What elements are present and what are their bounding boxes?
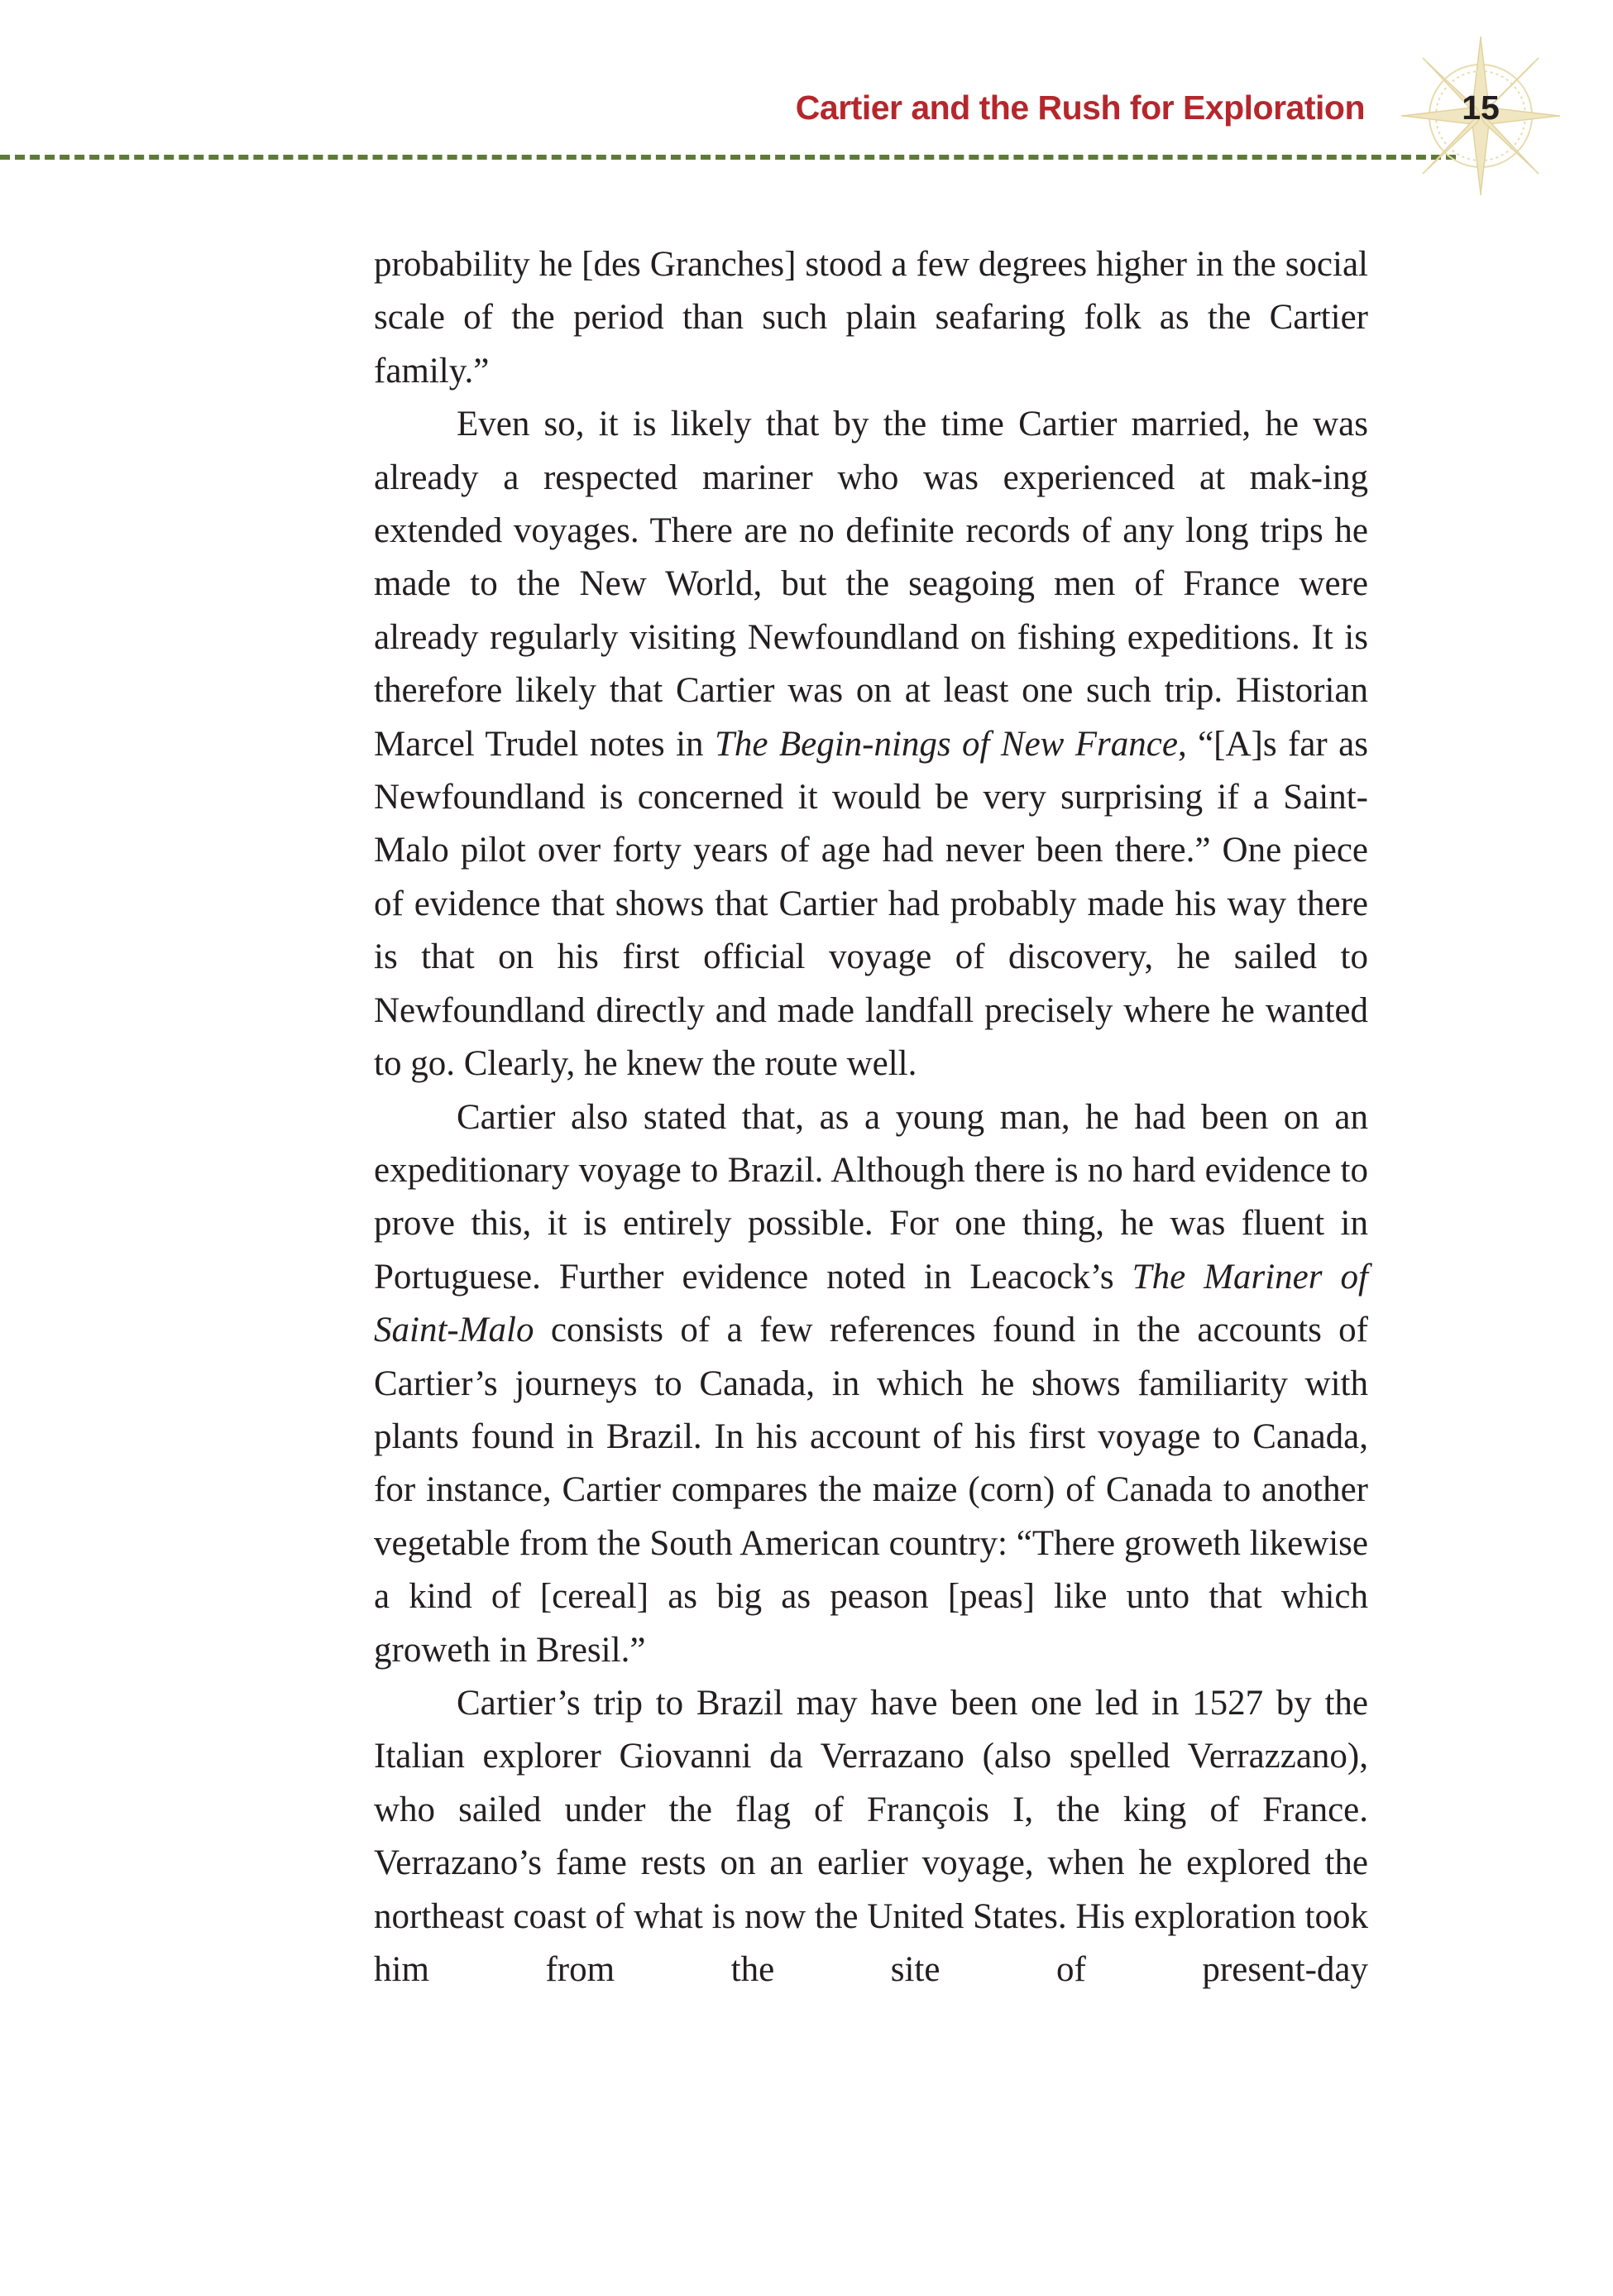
body-text — [374, 238, 1368, 1996]
paragraph-3: Cartier also stated that, as a young man, he had been on an expeditionary voyage to Brazil. Although there is no hard evidence to prove this, it is entirely possible. For one thing, he was fluent in Portuguese. Further evidence noted in Leacock’s The Mariner of Saint-Malo consists of a few references found in the accounts of Cartier’s journeys to Canada, in which he shows familiarity with plants found in Brazil. In his account of his first voyage to Canada, for instance, Cartier compares the maize (corn) of Canada to another vegetable from the South American country: “There groweth likewise a kind of [cereal] as big as peason [peas] like unto that which groweth in Bresil.” — [374, 1097, 1368, 1670]
running-title: Cartier and the Rush for Exploration — [795, 89, 1365, 127]
page-number: 15 — [1462, 89, 1500, 127]
paragraph-1: probability he [des Granches] stood a few degrees higher in the social scale of the period than such plain seafaring folk as the Cartier family.” — [374, 245, 1368, 391]
book-title-beginnings-of-new-france: The Begin-nings of New France — [714, 724, 1178, 764]
header-rule — [0, 155, 1456, 160]
paragraph-4: Cartier’s trip to Brazil may have been one led in 1527 by the Italian explorer Giovanni da Verrazano (also spelled Verrazzano), who sailed under the flag of François I, the king of France. Verrazano’s fame rests on an earlier voyage, when he explored the northeast coast of what is now the United States. His exploration took him from the site of present-day — [374, 1683, 1368, 1989]
book-title-mariner-of-saint-malo: The Mariner of Saint-Malo — [374, 1257, 1368, 1350]
paragraph-2: Even so, it is likely that by the time Cartier married, he was already a respected mariner who was experienced at mak-ing extended voyages. There are no definite records of any long trips he made to the New World, but the seagoing men of France were already regularly visiting Newfoundland on fishing expeditions. It is therefore likely that Cartier was on at least one such trip. Historian Marcel Trudel notes in The Begin-nings of New France, “[A]s far as Newfoundland is concerned it would be very surprising if a Saint-Malo pilot over forty years of age had never been there.” One piece of evidence that shows that Cartier had probably made his way there is that on his first official voyage of discovery, he sailed to Newfoundland directly and made landfall precisely where he wanted to go. Clearly, he knew the route well. — [374, 405, 1368, 1084]
